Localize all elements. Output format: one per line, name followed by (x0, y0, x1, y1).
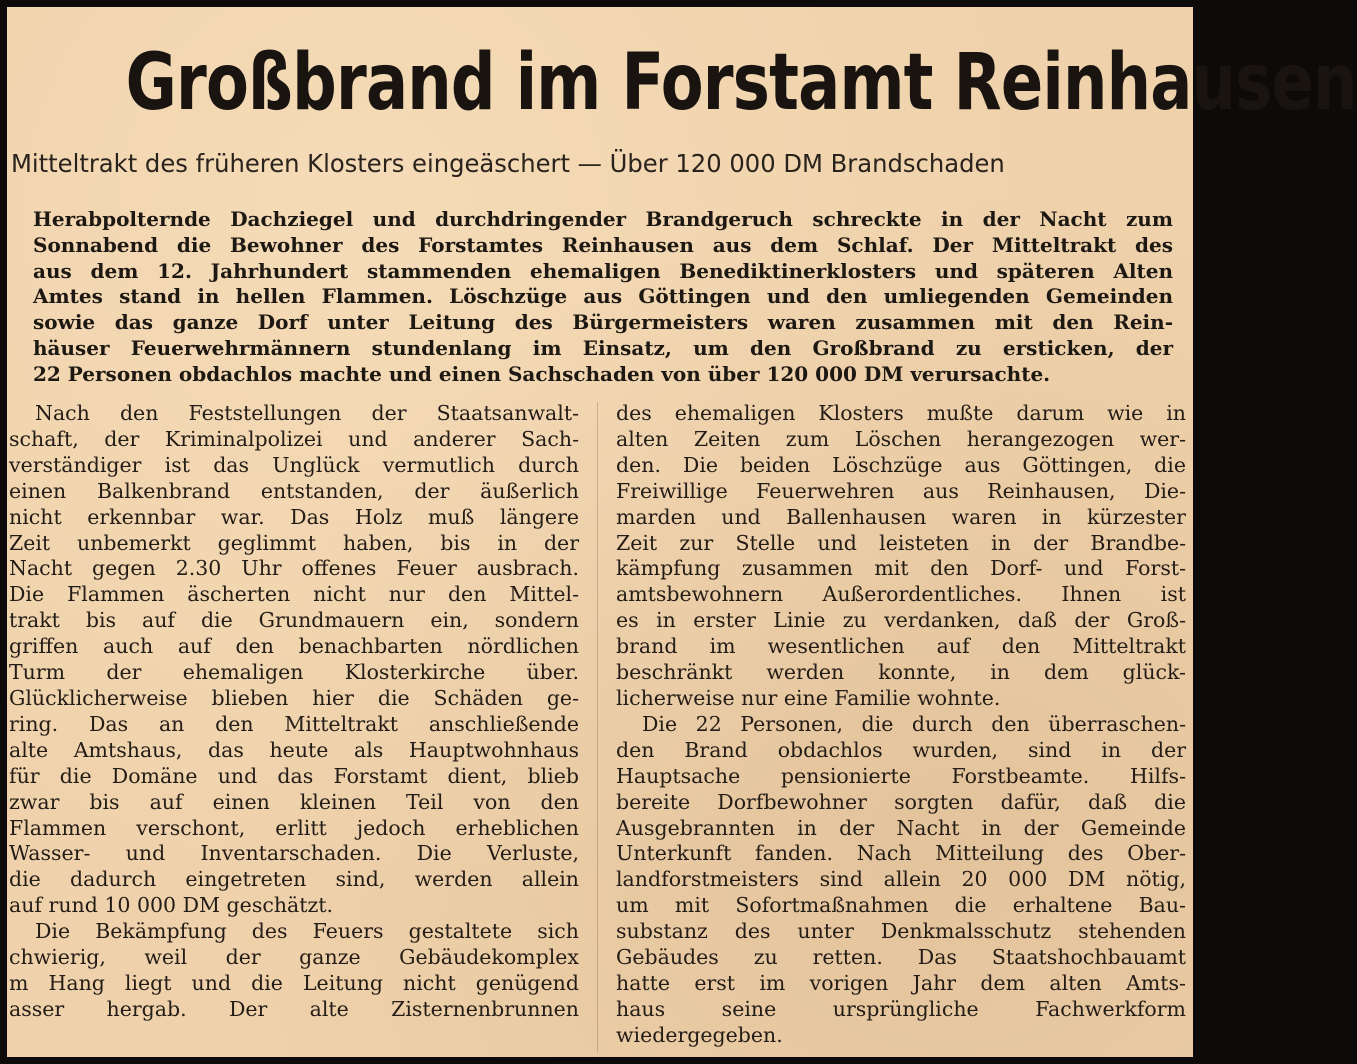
column-divider (597, 402, 598, 1052)
column-line: kämpfung zusammen mit den Dorf- und Forst- (616, 556, 1186, 581)
column-line: Hauptsache pensionierte Forstbeamte. Hilfs- (616, 763, 1186, 788)
lead-line: häuser Feuerwehrmännern stundenlang im Einsatz, um den Großbrand zu ersticken, der (33, 335, 1173, 360)
subheadline: Mitteltrakt des früheren Klosters eingeäschert — Über 120 000 DM Brandschaden (11, 149, 1005, 178)
column-line: Freiwillige Feuerwehren aus Reinhausen, Die- (616, 478, 1186, 503)
column-line: Nach den Feststellungen der Staatsanwalt- (35, 401, 579, 425)
column-line: ring. Das an den Mitteltrakt anschließende (9, 711, 579, 736)
column-line: um mit Sofortmaßnahmen die erhaltene Bau- (616, 893, 1186, 918)
column-line: verständiger ist das Unglück vermutlich durch (9, 452, 579, 477)
column-line: Zeit unbemerkt geglimmt haben, bis in der (9, 530, 579, 555)
lead-line: Sonnabend die Bewohner des Forstamtes Reinhausen aus dem Schlaf. Der Mitteltrakt des (33, 232, 1173, 257)
column-line: auf rund 10 000 DM geschätzt. (9, 893, 334, 918)
column-line: licherweise nur eine Familie wohnte. (616, 685, 1001, 710)
column-line: Zeit zur Stelle und leisteten in der Brandbe- (616, 530, 1186, 555)
column-line: Gebäudes zu retten. Das Staatshochbauamt (616, 945, 1186, 970)
column-line: griffen auch auf den benachbarten nördlichen (9, 634, 579, 659)
column-line: chwierig, weil der ganze Gebäudekomplex (9, 945, 579, 970)
column-line: nicht erkennbar war. Das Holz muß längere (9, 504, 579, 529)
column-line: trakt bis auf die Grundmauern ein, sondern (9, 608, 579, 633)
lead-line: Amtes stand in hellen Flammen. Löschzüge aus Göttingen und den umliegenden Gemeinden (33, 284, 1173, 309)
lead-line: Herabpolternde Dachziegel und durchdringender Brandgeruch schreckte in der Nacht zum (33, 207, 1173, 231)
column-line: amtsbewohnern Außerordentliches. Ihnen ist (616, 582, 1186, 607)
column-line: Turm der ehemaligen Klosterkirche über. (9, 660, 579, 685)
column-line: hatte erst im vorigen Jahr dem alten Amts- (616, 970, 1186, 995)
column-line: landforstmeisters sind allein 20 000 DM nötig, (616, 867, 1186, 892)
column-line: Glücklicherweise blieben hier die Schäden ge- (9, 685, 579, 710)
column-line: alten Zeiten zum Löschen herangezogen wer- (616, 426, 1186, 451)
column-line: Ausgebrannten in der Nacht in der Gemeinde (616, 815, 1186, 840)
headline: Großbrand im Forstamt Reinhausen (125, 38, 1357, 128)
column-line: Nacht gegen 2.30 Uhr offenes Feuer ausbrach. (9, 556, 579, 581)
column-line: die dadurch eingetreten sind, werden allein (9, 867, 579, 892)
column-line: beschränkt werden konnte, in dem glück- (616, 660, 1186, 685)
column-line: substanz des unter Denkmalsschutz stehenden (616, 919, 1186, 944)
column-line: den. Die beiden Löschzüge aus Göttingen, die (616, 452, 1186, 477)
column-line: Die Bekämpfung des Feuers gestaltete sich (35, 919, 579, 944)
column-line: schaft, der Kriminalpolizei und anderer Sach- (9, 426, 579, 451)
column-line: Die 22 Personen, die durch den überraschen- (642, 711, 1186, 736)
column-line: brand im wesentlichen auf den Mitteltrakt (616, 634, 1186, 659)
column-line: Die Flammen äscherten nicht nur den Mittel- (9, 582, 579, 607)
lead-line: 22 Personen obdachlos machte und einen Sachschaden von über 120 000 DM verursachte. (33, 361, 1051, 386)
lead-line: aus dem 12. Jahrhundert stammenden ehemaligen Benediktinerklosters und späteren Alten (33, 258, 1173, 283)
column-line: haus seine ursprüngliche Fachwerkform (616, 996, 1186, 1021)
column-line: bereite Dorfbewohner sorgten dafür, daß die (616, 789, 1186, 814)
column-line: zwar bis auf einen kleinen Teil von den (9, 789, 579, 814)
lead-line: sowie das ganze Dorf unter Leitung des Bürgermeisters waren zusammen mit den Rein- (33, 310, 1173, 335)
column-line: Flammen verschont, erlitt jedoch erheblichen (9, 815, 579, 840)
column-line: wiedergegeben. (616, 1022, 783, 1047)
newspaper-clipping (7, 7, 1357, 1057)
column-line: den Brand obdachlos wurden, sind in der (616, 737, 1186, 762)
column-line: m Hang liegt und die Leitung nicht genügend (9, 970, 579, 995)
column-line: asser hergab. Der alte Zisternenbrunnen (9, 996, 579, 1021)
column-line: alte Amtshaus, das heute als Hauptwohnhaus (9, 737, 579, 762)
column-line: einen Balkenbrand entstanden, der äußerlich (9, 478, 579, 503)
column-line: Wasser- und Inventarschaden. Die Verluste, (9, 841, 579, 866)
column-line: marden und Ballenhausen waren in kürzester (616, 504, 1186, 529)
column-line: des ehemaligen Klosters mußte darum wie in (616, 401, 1186, 425)
column-line: es in erster Linie zu verdanken, daß der Groß- (616, 608, 1186, 633)
column-line: Unterkunft fanden. Nach Mitteilung des Ober- (616, 841, 1186, 866)
right-column (616, 401, 1186, 1049)
column-line: für die Domäne und das Forstamt dient, blieb (9, 763, 579, 788)
lead-paragraph (33, 207, 1173, 388)
left-column (9, 401, 579, 1023)
